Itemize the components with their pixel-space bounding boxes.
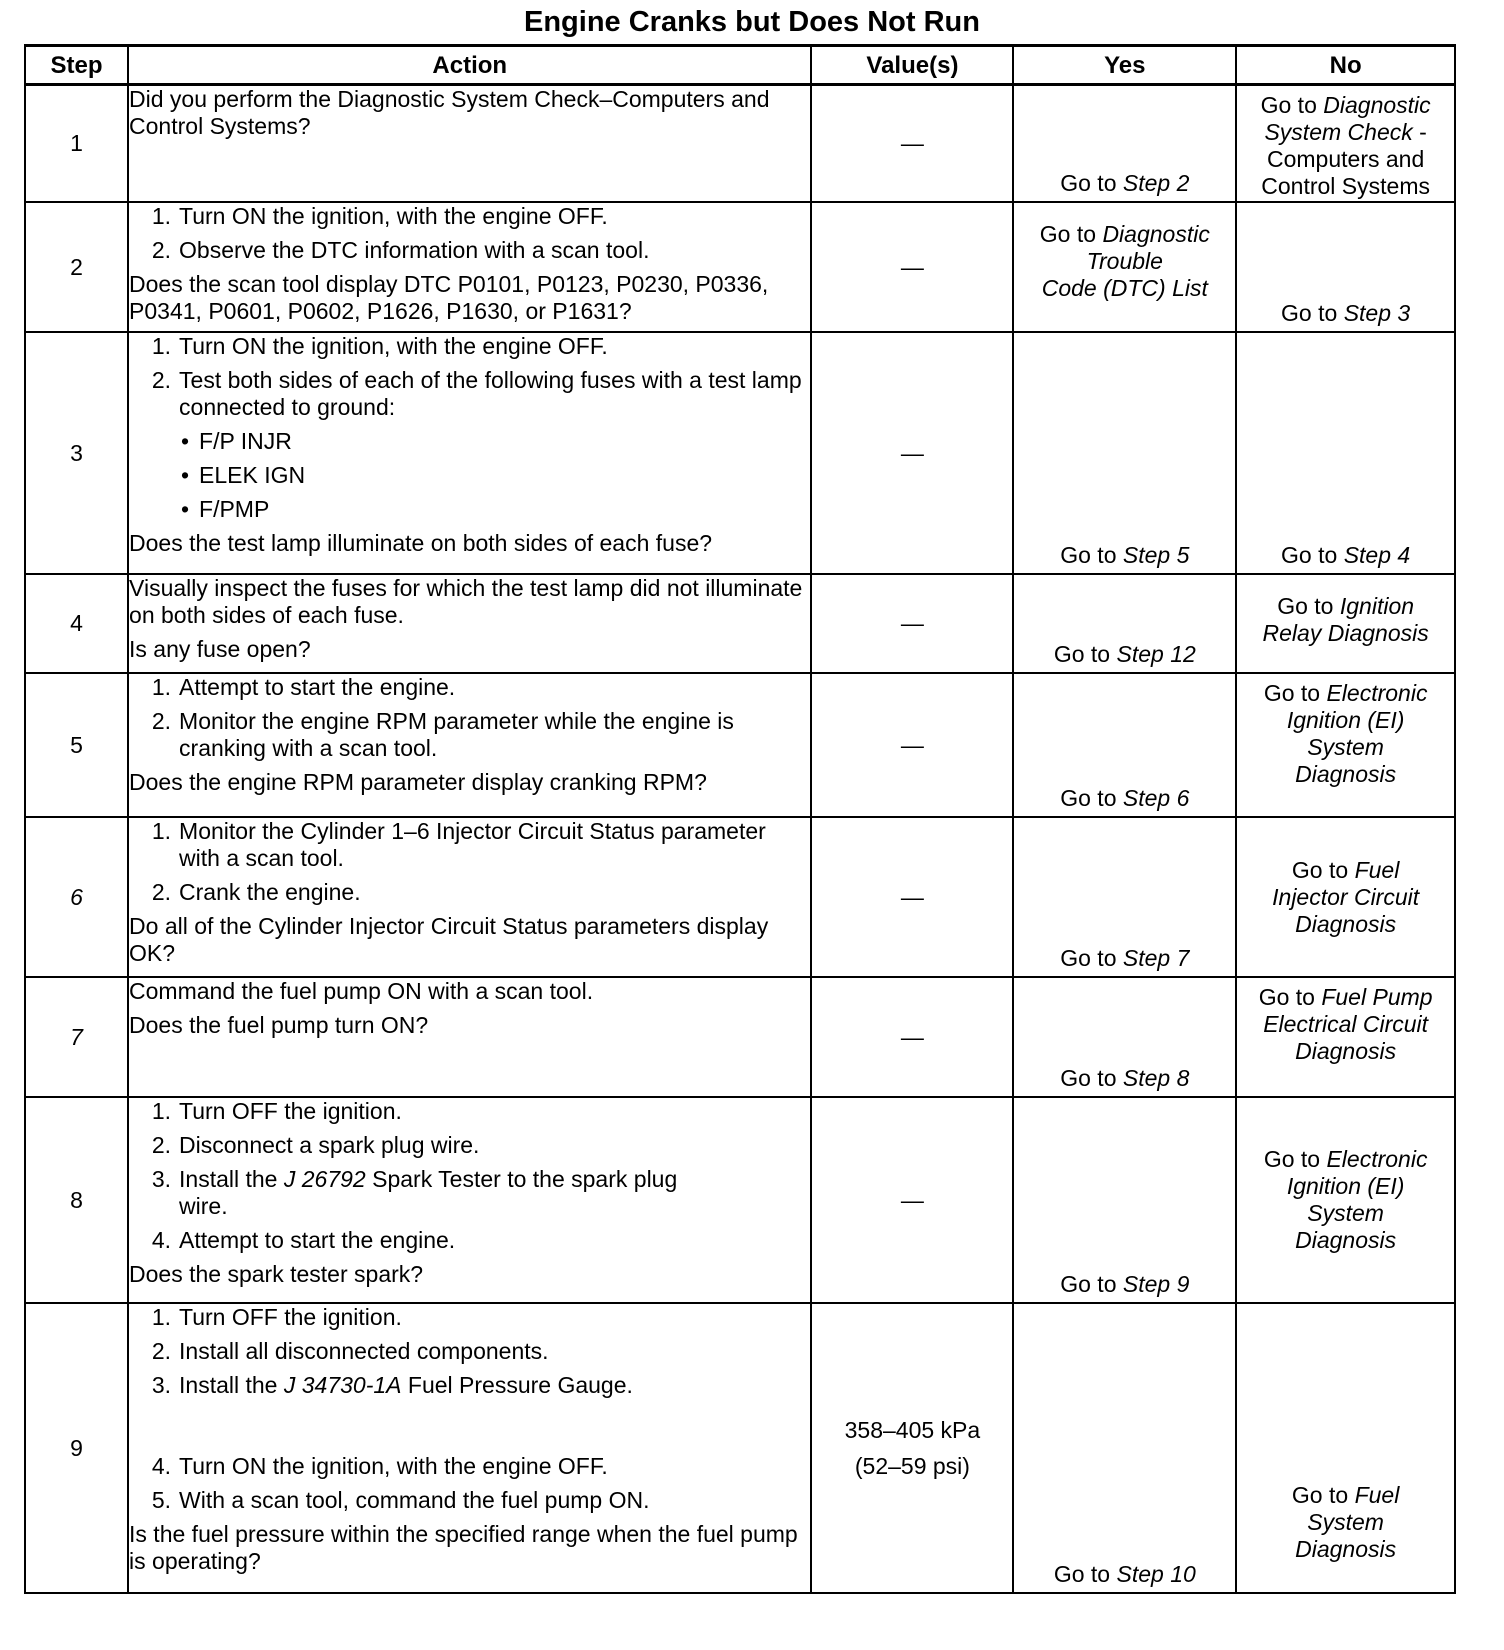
action-instruction: Command the fuel pump ON with a scan tool.	[129, 978, 594, 1004]
yes-cell	[1013, 977, 1236, 1097]
action-cell	[128, 817, 811, 977]
step-number: 8	[25, 1097, 128, 1303]
no-cell	[1236, 574, 1455, 673]
action-question: Did you perform the Diagnostic System Check–Computers and Control Systems?	[129, 86, 770, 139]
yes-cell	[1013, 817, 1236, 977]
no-goto: Go to Step 3	[1281, 300, 1411, 326]
value-cell: —	[811, 817, 1013, 977]
action-steps	[129, 1304, 810, 1514]
fuse-list	[129, 428, 810, 523]
no-cell	[1236, 1097, 1455, 1303]
table-row-step-6	[25, 817, 1455, 977]
action-cell	[128, 673, 811, 817]
yes-goto: Go to Step 9	[1060, 1271, 1190, 1297]
yes-cell	[1013, 1097, 1236, 1303]
action-step: 1. Turn OFF the ignition.	[151, 1098, 402, 1124]
action-instruction: Visually inspect the fuses for which the test lamp did not illuminate on both sides of each fuse.	[129, 575, 803, 628]
value-cell: —	[811, 85, 1013, 203]
no-goto: Go to Fuel Pump Electrical Circuit Diagnosis	[1258, 984, 1433, 1064]
table-row-step-5	[25, 673, 1455, 817]
action-cell	[128, 332, 811, 574]
fuse-item: • ELEK IGN	[129, 462, 810, 489]
table-row-step-3	[25, 332, 1455, 574]
pressure-kpa: 358–405 kPa	[844, 1417, 981, 1443]
fuse-item: • F/PMP	[129, 496, 810, 523]
action-step: 1. Turn ON the ignition, with the engine OFF.	[151, 333, 608, 359]
action-step: 5. With a scan tool, command the fuel pump ON.	[151, 1487, 650, 1513]
action-step: 4. Turn ON the ignition, with the engine OFF.	[151, 1453, 608, 1479]
action-steps	[129, 818, 810, 906]
table-row-step-2	[25, 202, 1455, 332]
no-cell: Go to Diagnostic System Check - Computers and Control Systems	[1236, 85, 1455, 203]
no-goto: Go to Step 4	[1281, 542, 1411, 568]
yes-cell	[1013, 673, 1236, 817]
no-cell	[1236, 1303, 1455, 1593]
action-step: 2. Monitor the engine RPM parameter while the engine is cranking with a scan tool.	[151, 708, 734, 761]
yes-cell	[1013, 1303, 1236, 1593]
yes-goto: Go to Step 7	[1060, 945, 1190, 971]
action-step: 3. Install the J 26792 Spark Tester to the spark plug wire.	[151, 1166, 678, 1219]
action-question: Is any fuse open?	[129, 636, 311, 662]
no-goto: Go to Ignition Relay Diagnosis	[1262, 593, 1429, 646]
action-question: Does the test lamp illuminate on both sides of each fuse?	[129, 530, 713, 556]
action-cell	[128, 85, 811, 203]
action-step: 1. Turn ON the ignition, with the engine OFF.	[151, 203, 608, 229]
action-cell	[128, 1303, 811, 1593]
table-row-step-7	[25, 977, 1455, 1097]
table-header-row	[25, 46, 1455, 85]
action-cell	[128, 574, 811, 673]
no-goto: Go to Fuel Injector Circuit Diagnosis	[1272, 856, 1420, 937]
step-number: 9	[25, 1303, 128, 1593]
value-cell: —	[811, 977, 1013, 1097]
action-step: 2. Test both sides of each of the following fuses with a test lamp connected to ground:	[151, 367, 802, 420]
yes-cell	[1013, 202, 1236, 332]
page-title: Engine Cranks but Does Not Run	[524, 6, 980, 38]
action-question: Do all of the Cylinder Injector Circuit Status parameters display OK?	[129, 913, 769, 966]
action-step: 2. Disconnect a spark plug wire.	[151, 1132, 480, 1158]
yes-goto: Go to Step 12	[1053, 641, 1196, 667]
fuse-item: • F/P INJR	[129, 428, 810, 455]
action-question: Does the fuel pump turn ON?	[129, 1012, 429, 1038]
step-number: 7	[25, 977, 128, 1097]
step-number: 1	[25, 85, 128, 203]
action-step: 1. Attempt to start the engine.	[151, 674, 456, 700]
diagnostic-table	[24, 44, 1456, 1594]
action-question: Is the fuel pressure within the specified range when the fuel pump is operating?	[129, 1521, 798, 1574]
action-cell	[128, 202, 811, 332]
header-yes: Yes	[1013, 46, 1236, 85]
value-cell: —	[811, 673, 1013, 817]
action-step: 2. Install all disconnected components.	[151, 1338, 549, 1364]
action-step: 2. Crank the engine.	[151, 879, 361, 905]
action-question: Does the scan tool display DTC P0101, P0123, P0230, P0336, P0341, P0601, P0602, P1626, P1630, or P1631?	[129, 271, 769, 324]
header-step: Step	[25, 46, 128, 85]
value-cell	[811, 1303, 1013, 1593]
action-step: 1. Turn OFF the ignition.	[151, 1304, 402, 1330]
yes-goto: Go to Step 6	[1060, 785, 1190, 811]
action-steps	[129, 333, 810, 421]
action-steps	[129, 1098, 810, 1254]
step-number: 6	[25, 817, 128, 977]
no-goto: Go to Electronic Ignition (EI) System Diagnosis	[1263, 680, 1428, 787]
value-cell: —	[811, 332, 1013, 574]
step-number: 3	[25, 332, 128, 574]
table-row-step-4	[25, 574, 1455, 673]
value-cell: —	[811, 1097, 1013, 1303]
step-number: 5	[25, 673, 128, 817]
no-cell	[1236, 332, 1455, 574]
step-number: 2	[25, 202, 128, 332]
yes-goto: Go to Step 8	[1060, 1065, 1190, 1091]
yes-goto: Go to Step 2	[1060, 170, 1190, 196]
table-row-step-9	[25, 1303, 1455, 1593]
action-step: 2. Observe the DTC information with a scan tool.	[151, 237, 650, 263]
value-cell: —	[811, 202, 1013, 332]
step-number: 4	[25, 574, 128, 673]
no-cell	[1236, 977, 1455, 1097]
yes-cell	[1013, 332, 1236, 574]
action-cell	[128, 1097, 811, 1303]
no-goto: Go to Fuel System Diagnosis	[1291, 1482, 1400, 1562]
no-goto: Go to Electronic Ignition (EI) System Diagnosis	[1263, 1146, 1428, 1253]
action-step: 3. Install the J 34730-1A Fuel Pressure Gauge.	[151, 1372, 633, 1398]
action-step: 1. Monitor the Cylinder 1–6 Injector Circuit Status parameter with a scan tool.	[151, 818, 766, 871]
action-question: Does the engine RPM parameter display cranking RPM?	[129, 769, 707, 795]
yes-cell	[1013, 85, 1236, 203]
value-cell: —	[811, 574, 1013, 673]
action-question: Does the spark tester spark?	[129, 1261, 424, 1287]
action-steps	[129, 203, 810, 264]
header-no: No	[1236, 46, 1455, 85]
yes-goto: Go to Diagnostic Trouble Code (DTC) List	[1039, 221, 1210, 301]
yes-cell	[1013, 574, 1236, 673]
action-steps	[129, 674, 810, 762]
action-step: 4. Attempt to start the engine.	[151, 1227, 456, 1253]
no-cell	[1236, 202, 1455, 332]
pressure-psi: (52–59 psi)	[854, 1453, 970, 1479]
header-action: Action	[128, 46, 811, 85]
action-cell	[128, 977, 811, 1097]
yes-goto: Go to Step 10	[1053, 1561, 1196, 1587]
no-cell	[1236, 673, 1455, 817]
table-row-step-1	[25, 85, 1455, 203]
header-values: Value(s)	[811, 46, 1013, 85]
no-cell	[1236, 817, 1455, 977]
yes-goto: Go to Step 5	[1060, 542, 1190, 568]
table-row-step-8	[25, 1097, 1455, 1303]
